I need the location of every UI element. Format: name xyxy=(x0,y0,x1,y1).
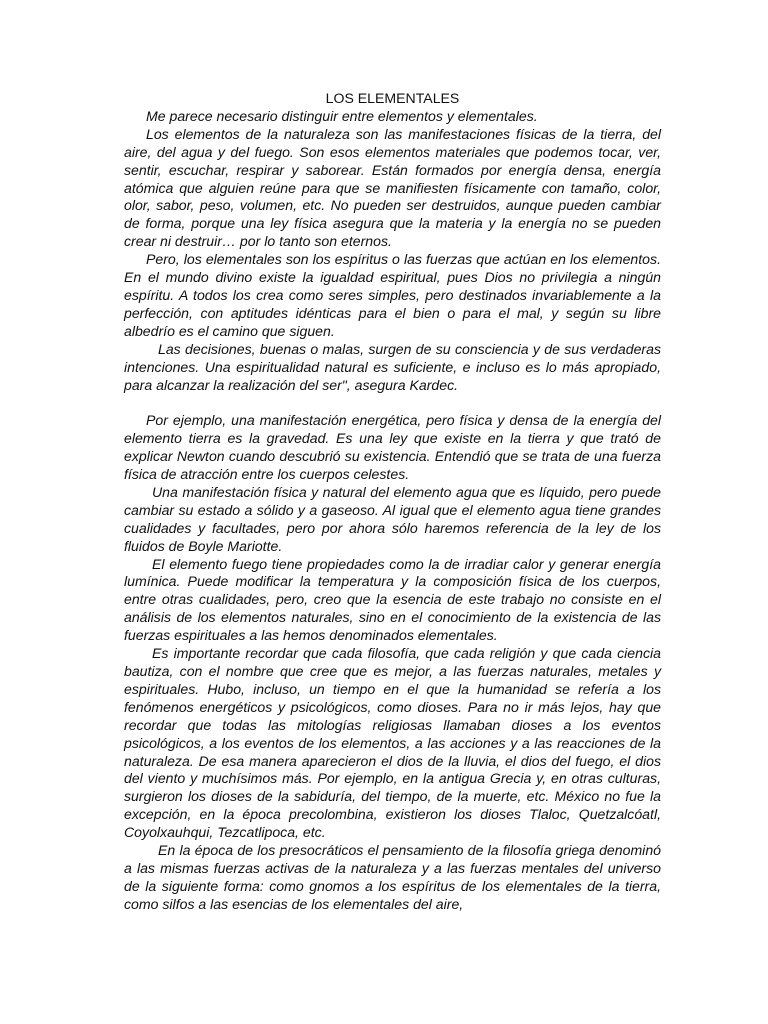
paragraph: Es importante recordar que cada filosofía, que cada religión y que cada ciencia bautiza, con el nombre que cree que es mejor, a las fuerzas naturales, metales y espirituales. Hubo, incluso, un tiempo en el que la humanidad se refería a los fenómenos energéticos y psicológicos, como dioses. Para no ir más lejos, hay que recordar que todas las mitologías religiosas llamaban dioses a los eventos psicológicos, a los eventos de los elementos, a las acciones y a las reacciones de la naturaleza. De esa manera aparecieron el dios de la lluvia, el dios del fuego, el dios del viento y muchísimos más. Por ejemplo, en la antigua Grecia y, en otras culturas, surgieron los dioses de la sabiduría, del tiempo, de la muerte, etc. México no fue la excepción, en la época precolombina, existieron los dioses Tlaloc, Quetzalcóatl, Coyolxauhqui, Tezcatlipoca, etc. xyxy=(124,645,661,841)
paragraph: Por ejemplo, una manifestación energética, pero física y densa de la energía del elemento tierra es la gravedad. Es una ley que existe en la tierra y que trató de explicar Newton cuando descubrió su existencia. Entendió que se trata de una fuerza física de atracción entre los cuerpos celestes. xyxy=(124,412,661,483)
paragraph: El elemento fuego tiene propiedades como la de irradiar calor y generar energía lumínica. Puede modificar la temperatura y la composición física de los cuerpos, entre otras cualidades, pero, creo que la esencia de este trabajo no consiste en el análisis de los elementos naturales, sino en el conocimiento de la existencia de las fuerzas espirituales a las hemos denominados elementales. xyxy=(124,555,661,644)
document-title: LOS ELEMENTALES xyxy=(325,90,460,106)
paragraph: Los elementos de la naturaleza son las manifestaciones físicas de la tierra, del aire, del agua y del fuego. Son esos elementos materiales que podemos tocar, ver, sentir, escuchar, respirar y saborear. Están formados por energía densa, energía atómica que alguien reúne para que se manifiesten físicamente con tamaño, color, olor, sabor, peso, volumen, etc. No pueden ser destruidos, aunque pueden cambiar de forma, porque una ley física asegura que la materia y la energía no se pueden crear ni destruir… por lo tanto son eternos. xyxy=(124,125,661,250)
paragraph-spacer xyxy=(124,394,661,412)
paragraph: Pero, los elementales son los espíritus o las fuerzas que actúan en los elementos. En el mundo divino existe la igualdad espiritual, pues Dios no privilegia a ningún espíritu. A todos los crea como seres simples, pero destinados invariablemente a la perfección, con aptitudes idénticas para el bien o para el mal, y según su libre albedrío es el camino que siguen. xyxy=(124,251,661,339)
paragraph: En la época de los presocráticos el pensamiento de la filosofía griega denominó a las mismas fuerzas activas de la naturaleza y a las fuerzas mentales del universo de la siguiente forma: como gnomos a los espíritus de los elementales de la tierra, como silfos a las esencias de los elementales del aire, xyxy=(124,842,661,912)
paragraph: Las decisiones, buenas o malas, surgen de su consciencia y de sus verdaderas intenciones. Una espiritualidad natural es suficiente, e incluso es lo más apropiado, para alcanzar la realización del ser", asegura Kardec. xyxy=(124,340,661,393)
document-page xyxy=(124,90,661,914)
paragraph: Una manifestación física y natural del elemento agua que es líquido, pero puede cambiar su estado a sólido y a gaseoso. Al igual que el elemento agua tiene grandes cualidades y facultades, pero por ahora sólo haremos referencia de la ley de los fluidos de Boyle Mariotte. xyxy=(124,483,661,554)
paragraph: Me parece necesario distinguir entre elementos y elementales. xyxy=(146,107,538,124)
